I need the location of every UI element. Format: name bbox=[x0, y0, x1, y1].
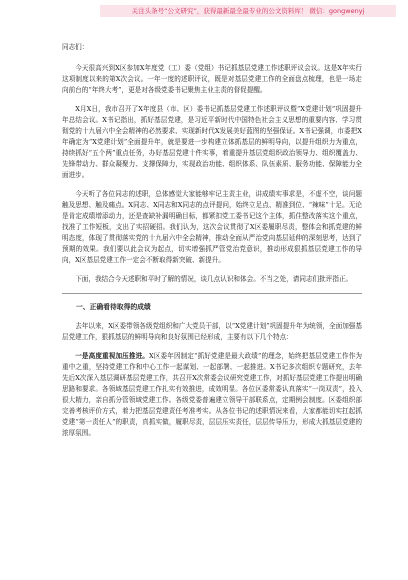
top-banner[interactable]: 关注头条号“公文研究”，获得最新最全最专业的公文资料库！ 微信：gongwenyj bbox=[100, 5, 396, 17]
document-body bbox=[62, 42, 362, 447]
paragraph-3: 今天听了各位同志的述职，总体感觉大家能够牢记主责主业，讲成绩实事求是，不虚不空，谈问题触及思想、触及痛点。X同志、X同志和X同志的点评提问，始终立足点、精准到位、“辣味”十足。无论是肯定成绩增添动力，还是查缺补漏明确目标，都紧扣党工委书记这个主体，抓住整改落实这个重点，找准了工作短板，支出了实招硬招。我们认为，这次会议贯彻了X区委履职尽责，整体会和抓党建的鲜明态度，体现了贯彻落实党的十九届六中全会精神，推动全面从严治党向基层延伸的深刻思考，达到了预期的效果。我们要以此会议为起点，切实增强抓严管党治党意识，推动形成狠抓基层党建工作的导向，X区基层党建工作一定会不断取得新突破、新提升。 bbox=[62, 190, 362, 264]
section-paragraph-1: 去年以来，X区委带领各级党组织和广大党员干部，以“X党建计划”巩固提升年为统领，全面加强基层党建工作，狠抓基层的鲜明导向和良好氛围已经形成，主要有以下几个特点： bbox=[62, 322, 362, 341]
paragraph-2: X月X日，我市召开了X年度县（市、区）委书记抓基层党建工作述职评议暨“X党建计划”巩固提升年总结会议。X书记指出，抓好基层党建，是习近平新时代中国特色社会主义思想的重要内容、学习贯彻党的十九届六中全会精神的必然要求、实现新时代X发展美好蓝图的坚强保证。X书记强调，市委把X年确定为“X党建计划”全面提升年，就是要进一步构建立体抓基层的鲜明导向，以提升组织力为重点，持续抓好“五个两”重点任务，办好基层党建十件实事，着重提升基层党组织政治领导力、组织覆盖力、先锋带动力、群众凝聚力、支撑保障力，实现政治功能、组织体系、队伍素质、服务功能、保障能力全面进步。 bbox=[62, 105, 362, 179]
paragraph-1: 今天很高兴到X区参加X年度党（工）委（党组）书记抓基层党建工作述职评议会议。这是X年实行这项制度以来的第X次会议。一年一度的述职评议，既是对基层党建工作的全面盘点梳理，也是一场走向前台的“年终大考”，更是对各级党委书记聚焦主业主责的督促提醒。 bbox=[62, 64, 362, 94]
feature-paragraph bbox=[62, 351, 362, 439]
feature-text: X区委年因制定“抓好党建是最大政绩”的理念，始终把基层党建工作作为重中之重，坚持党建工作和中心工作一起谋划、一起部署、一起推进。X书记多次组织专题研究，去年先后X次深入基层调研基层党建工作，共召开X次常委会议研究党建工作，对抓好基层党建工作提出明确思路和要求。各领域基层党建工作扎实有效推进，成效明显。各位区委常委认真落实“一岗双责”，投入很大精力，亲自抓分管领域党建工作。各级党委普遍建立领导干部联系点，定期例会制度。区委组织部完善考核评价方式，着力把基层党建责任考准考实。从各位书记的述职情况来看，大家都能切实扛起抓党建“第一责任人”的职责，真抓实做，履职尽责，层层压实责任，层层传导压力，形成大抓基层党建的浓厚氛围。 bbox=[62, 352, 363, 437]
feature-lead: 一是高度重视加压推进。 bbox=[75, 352, 150, 360]
section-divider bbox=[62, 293, 362, 294]
salutation: 同志们： bbox=[62, 43, 89, 51]
paragraph-4: 下面，我结合今天述职和平时了解的情况，谈几点认识和体会。不当之处，请同志们批评指正。 bbox=[75, 275, 353, 283]
section-heading: 一、正确看待取得的成绩 bbox=[76, 303, 151, 311]
